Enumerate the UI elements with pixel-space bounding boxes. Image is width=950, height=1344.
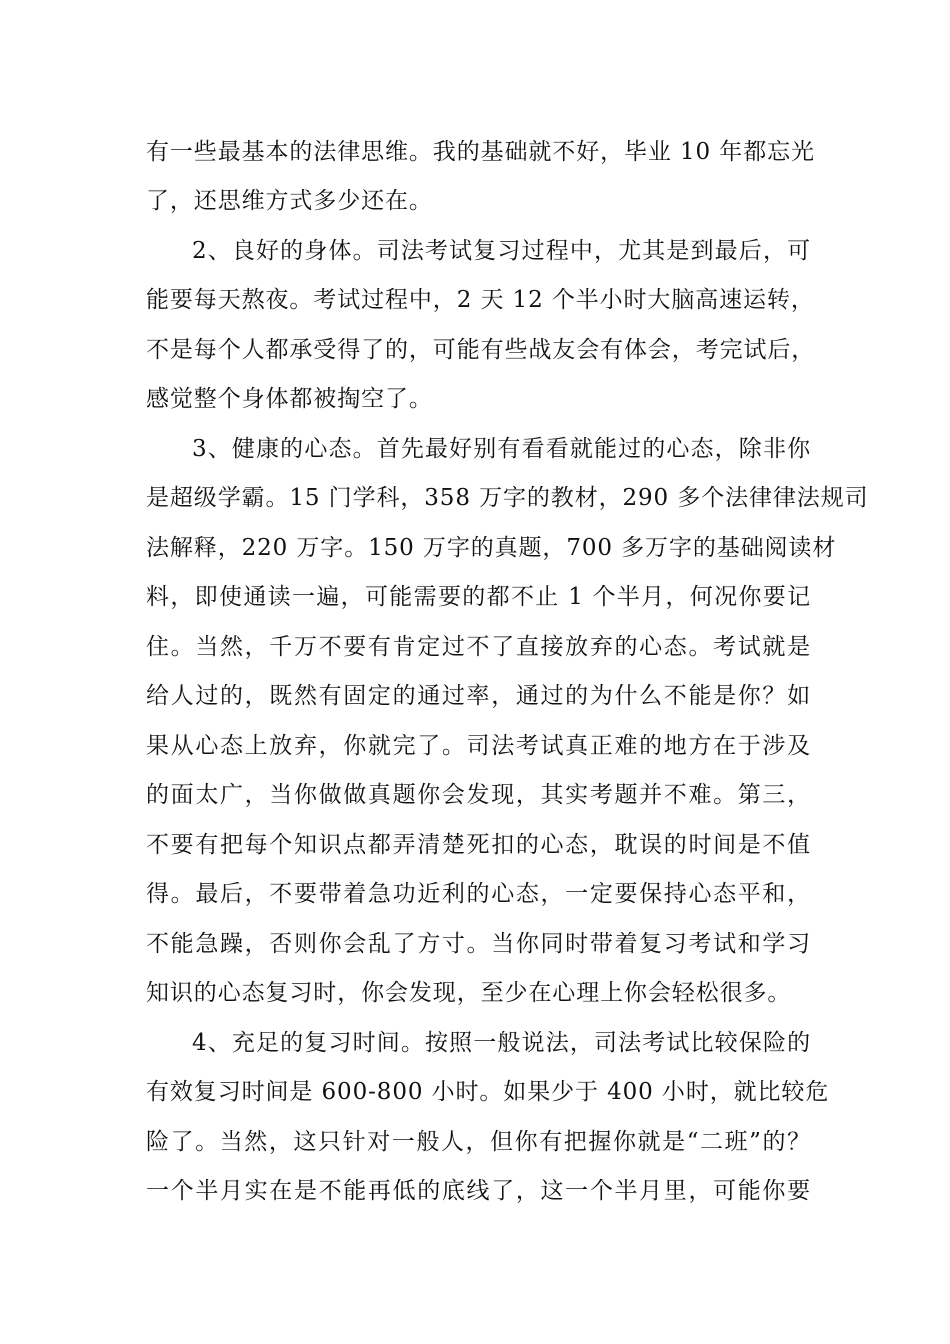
text-line: 有效复习时间是 600-800 小时。如果少于 400 小时，就比较危 xyxy=(146,1079,830,1105)
paragraph-first-line: 3、健康的心态。首先最好别有看看就能过的心态，除非你 xyxy=(192,436,811,462)
text-line: 不是每个人都承受得了的，可能有些战友会有体会，考完试后， xyxy=(146,337,816,363)
text-line: 法解释，220 万字。150 万字的真题，700 多万字的基础阅读材 xyxy=(146,535,837,561)
text-line: 不能急躁，否则你会乱了方寸。当你同时带着复习考试和学习 xyxy=(146,931,811,957)
paragraph-first-line: 2、良好的身体。司法考试复习过程中，尤其是到最后，可 xyxy=(192,238,811,264)
text-line: 给人过的，既然有固定的通过率，通过的为什么不能是你？如 xyxy=(146,683,811,709)
text-line: 的面太广，当你做做真题你会发现，其实考题并不难。第三， xyxy=(146,782,811,808)
text-line: 住。当然，千万不要有肯定过不了直接放弃的心态。考试就是 xyxy=(146,634,811,660)
text-line: 险了。当然，这只针对一般人，但你有把握你就是“二班”的？ xyxy=(146,1129,811,1155)
text-line: 得。最后，不要带着急功近利的心态，一定要保持心态平和， xyxy=(146,881,811,907)
text-line: 是超级学霸。15 门学科，358 万字的教材，290 多个法律律法规司 xyxy=(146,485,869,511)
text-line: 知识的心态复习时，你会发现，至少在心理上你会轻松很多。 xyxy=(146,980,792,1006)
text-line: 感觉整个身体都被掏空了。 xyxy=(146,386,433,412)
text-line: 料，即使通读一遍，可能需要的都不止 1 个半月，何况你要记 xyxy=(146,584,811,610)
text-line: 能要每天熬夜。考试过程中，2 天 12 个半小时大脑高速运转， xyxy=(146,287,815,313)
text-line: 了，还思维方式多少还在。 xyxy=(146,188,433,214)
text-line: 有一些最基本的法律思维。我的基础就不好，毕业 10 年都忘光 xyxy=(146,139,815,165)
paragraph-first-line: 4、充足的复习时间。按照一般说法，司法考试比较保险的 xyxy=(192,1030,811,1056)
text-line: 果从心态上放弃，你就完了。司法考试真正难的地方在于涉及 xyxy=(146,733,811,759)
text-line: 一个半月实在是不能再低的底线了，这一个半月里，可能你要 xyxy=(146,1178,811,1204)
text-line: 不要有把每个知识点都弄清楚死扣的心态，耽误的时间是不值 xyxy=(146,832,811,858)
